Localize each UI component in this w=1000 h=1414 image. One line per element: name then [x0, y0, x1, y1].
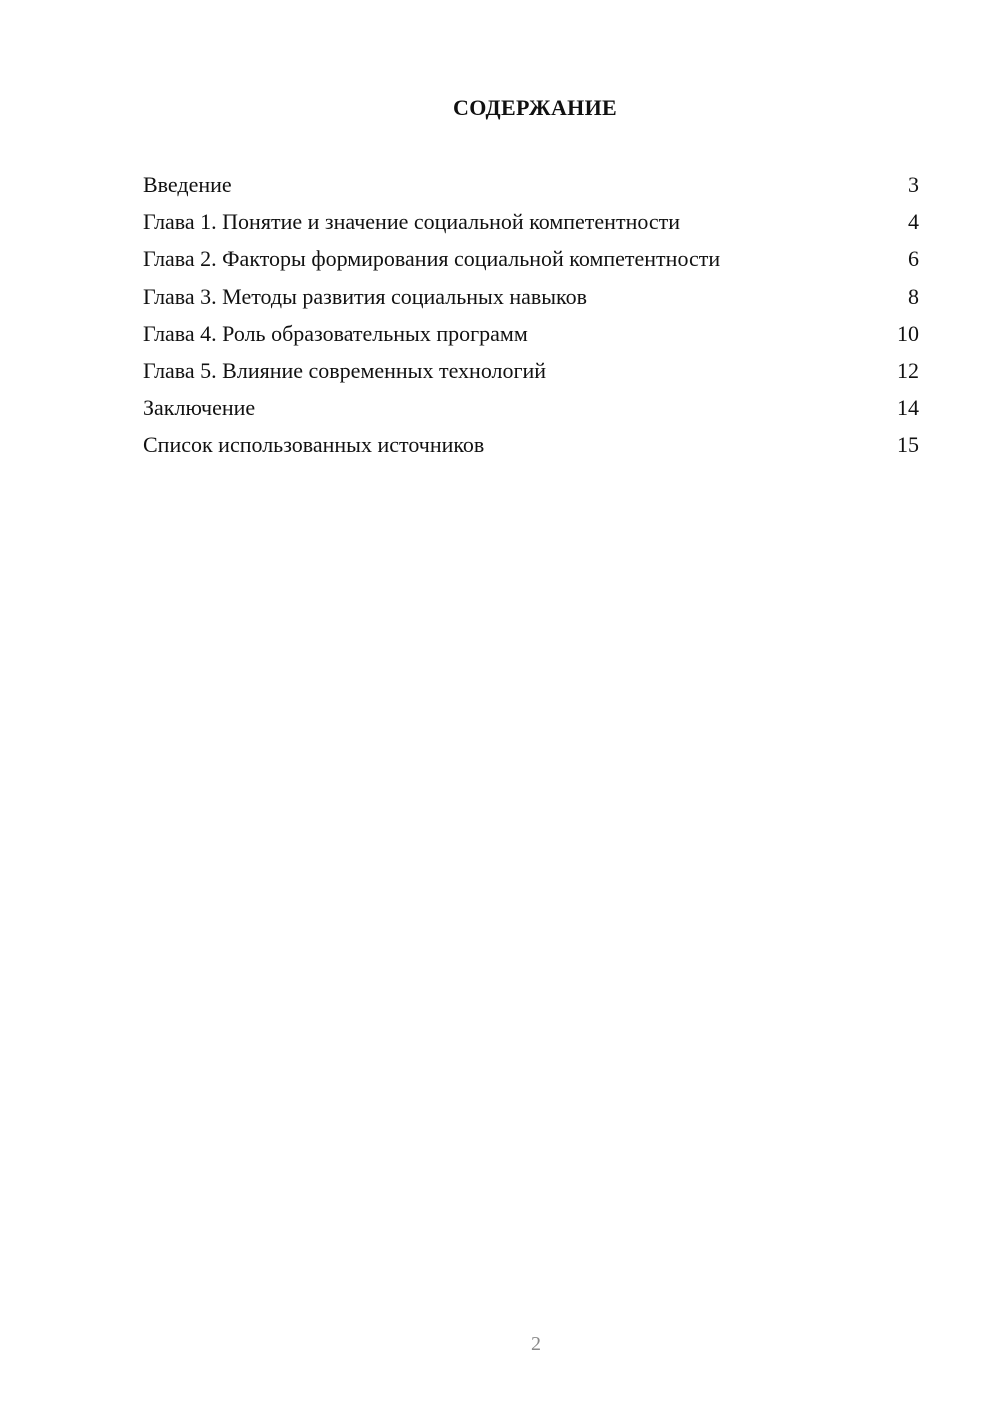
toc-item-title: Глава 1. Понятие и значение социальной компетентности	[143, 209, 681, 235]
toc-item-title: Глава 3. Методы развития социальных навыков	[143, 283, 587, 309]
toc-item-title: Глава 2. Факторы формирования социальной компетентности	[143, 246, 721, 272]
toc-item-page: 10	[897, 320, 919, 346]
toc-item-title: Список использованных источников	[143, 432, 485, 458]
toc-item-page: 15	[897, 432, 919, 458]
toc-item	[143, 319, 919, 356]
toc-item	[143, 393, 919, 430]
toc-item-title: Заключение	[143, 395, 256, 421]
toc-item-title: Глава 4. Роль образовательных программ	[143, 320, 528, 346]
toc-item	[143, 430, 919, 467]
toc-item	[143, 244, 919, 281]
toc-item	[143, 207, 919, 244]
toc-item-page: 4	[908, 209, 919, 235]
toc-item-page: 8	[908, 283, 919, 309]
toc-item	[143, 356, 919, 393]
toc-item-title: Введение	[143, 172, 232, 197]
toc-item	[143, 282, 919, 319]
toc-item-page: 12	[897, 357, 919, 383]
toc-item-page: 3	[908, 172, 919, 197]
page-title: СОДЕРЖАНИЕ	[453, 95, 617, 120]
toc-item-page: 14	[897, 395, 919, 421]
table-of-contents	[143, 170, 919, 468]
toc-item-page: 6	[908, 246, 919, 272]
toc-item	[143, 170, 919, 207]
toc-item-title: Глава 5. Влияние современных технологий	[143, 357, 547, 383]
page-number: 2	[531, 1333, 541, 1355]
